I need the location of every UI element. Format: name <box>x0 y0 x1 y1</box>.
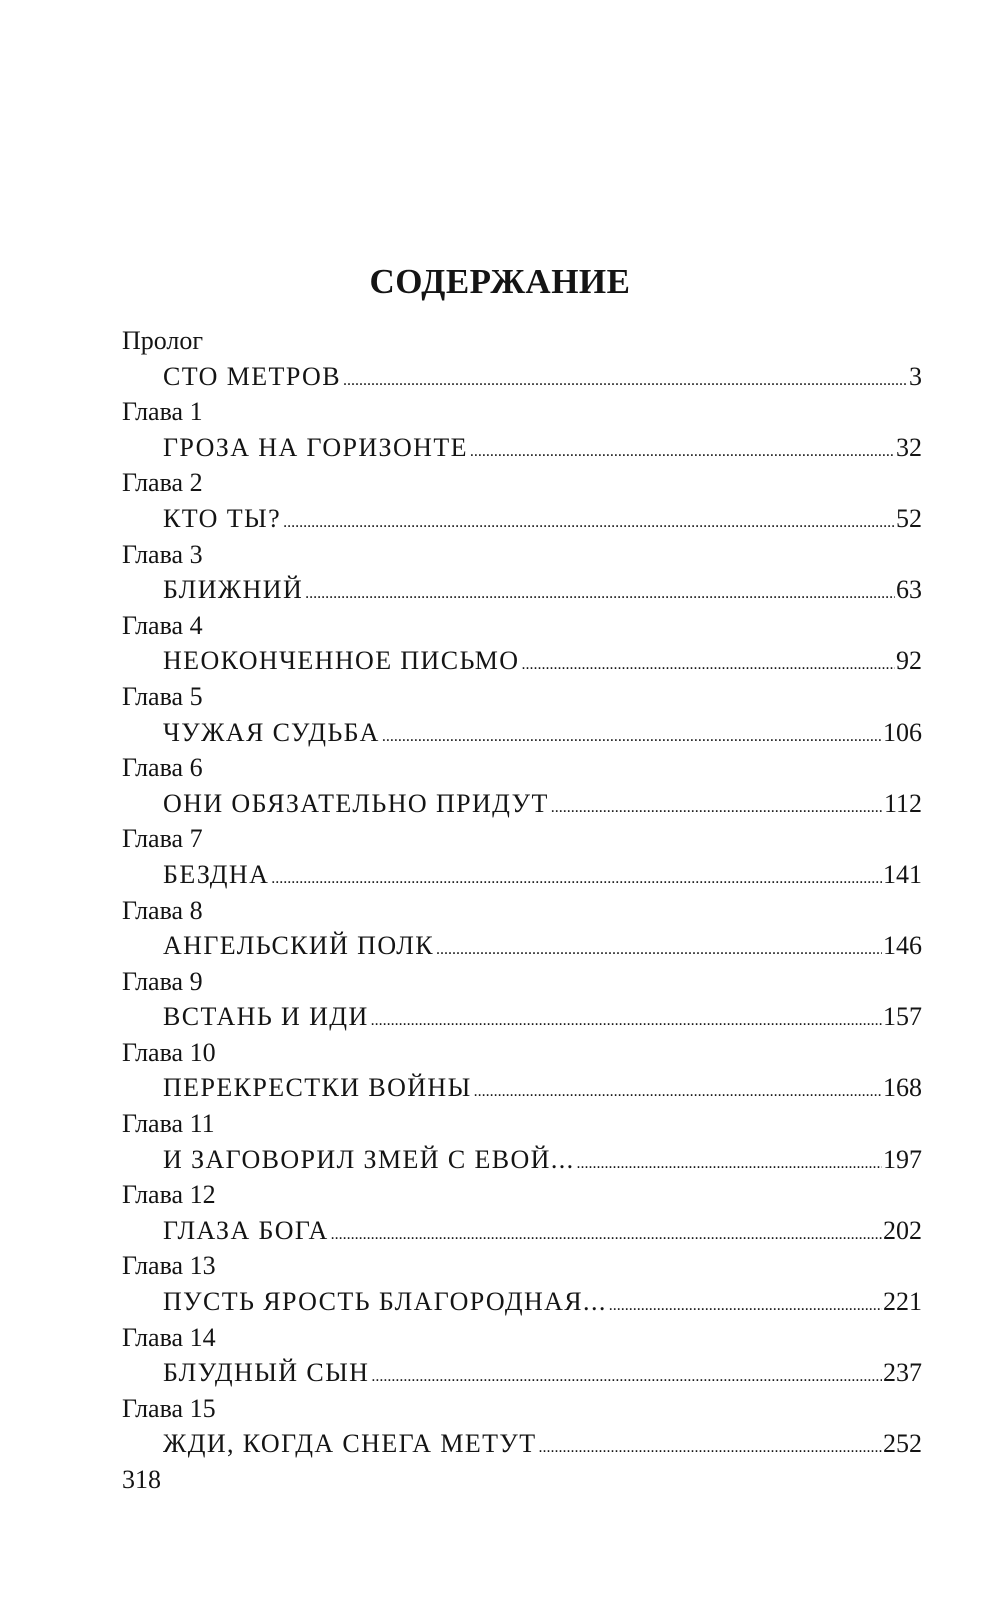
chapter-title: ЧУЖАЯ СУДЬБА <box>163 717 380 747</box>
chapter-title: БЕЗДНА <box>163 859 270 889</box>
chapter-row <box>122 499 922 535</box>
chapter-label: Пролог <box>122 326 204 355</box>
toc-entry <box>122 962 922 1033</box>
chapter-row <box>122 1353 922 1389</box>
toc-entry <box>122 392 922 463</box>
dot-leader <box>470 432 895 472</box>
page-number: 32 <box>896 432 922 462</box>
chapter-label: Глава 7 <box>122 824 203 854</box>
dot-leader <box>577 1144 882 1184</box>
chapter-title: АНГЕЛЬСКИЙ ПОЛК <box>163 931 435 961</box>
chapter-label: Глава 13 <box>122 1251 216 1281</box>
chapter-title: ПУСТЬ ЯРОСТЬ БЛАГОРОДНАЯ... <box>163 1287 607 1317</box>
chapter-row <box>122 855 922 891</box>
chapter-row <box>122 713 922 749</box>
dot-leader <box>474 1072 882 1112</box>
chapter-title: БЛИЖНИЙ <box>163 575 304 605</box>
dot-leader <box>283 503 895 543</box>
chapter-label: Глава 15 <box>122 1393 216 1423</box>
toc-entry <box>122 463 922 534</box>
chapter-title: НЕОКОНЧЕННОЕ ПИСЬМО <box>163 646 520 676</box>
chapter-label: Глава 5 <box>122 681 203 711</box>
toc-entry <box>122 1246 922 1317</box>
toc-entry <box>122 1175 922 1246</box>
dot-leader <box>271 859 882 899</box>
toc-entry <box>122 891 922 962</box>
toc-entry <box>122 677 922 748</box>
dot-leader <box>521 645 895 685</box>
chapter-label: Глава 6 <box>122 753 203 783</box>
chapter-row <box>122 1140 922 1176</box>
chapter-label: Глава 12 <box>122 1180 216 1210</box>
chapter-row <box>122 1282 922 1318</box>
chapter-row <box>122 428 922 464</box>
chapter-label: Глава 4 <box>122 610 203 640</box>
page-number: 52 <box>896 503 922 533</box>
chapter-row <box>122 570 922 606</box>
folio-page-number: 318 <box>122 1465 161 1494</box>
chapter-label: Глава 9 <box>122 966 203 996</box>
chapter-row <box>122 1424 922 1460</box>
toc-entry <box>122 1033 922 1104</box>
chapter-title: ЖДИ, КОГДА СНЕГА МЕТУТ <box>163 1429 537 1459</box>
dot-leader <box>609 1286 882 1326</box>
chapter-row <box>122 926 922 962</box>
chapter-row <box>122 997 922 1033</box>
page-number: 106 <box>883 717 922 747</box>
page-title: СОДЕРЖАНИЕ <box>369 262 631 301</box>
page-number: 197 <box>883 1144 922 1174</box>
toc-entry <box>122 1389 922 1460</box>
page-number: 3 <box>909 361 922 391</box>
page-number: 168 <box>883 1073 922 1103</box>
chapter-label: Глава 2 <box>122 468 203 498</box>
dot-leader <box>371 1357 882 1397</box>
page-number: 252 <box>883 1429 922 1459</box>
page-number: 157 <box>883 1002 922 1032</box>
table-of-contents <box>122 321 922 1460</box>
toc-entry <box>122 321 922 392</box>
chapter-row <box>122 1068 922 1104</box>
toc-entry <box>122 606 922 677</box>
dot-leader <box>539 1428 883 1468</box>
chapter-title: ГЛАЗА БОГА <box>163 1215 329 1245</box>
page-number: 92 <box>896 646 922 676</box>
chapter-label: Глава 14 <box>122 1322 216 1352</box>
toc-entry <box>122 535 922 606</box>
toc-entry <box>122 1104 922 1175</box>
chapter-label: Глава 11 <box>122 1109 215 1139</box>
page-number: 112 <box>883 788 922 818</box>
chapter-row <box>122 357 922 393</box>
chapter-title: ОНИ ОБЯЗАТЕЛЬНО ПРИДУТ <box>163 788 549 818</box>
dot-leader <box>382 717 882 757</box>
dot-leader <box>305 574 895 614</box>
page-number: 63 <box>896 575 922 605</box>
chapter-title: КТО ТЫ? <box>163 503 282 533</box>
dot-leader <box>436 930 882 970</box>
chapter-label: Глава 10 <box>122 1037 216 1067</box>
toc-entry <box>122 748 922 819</box>
chapter-label: Глава 3 <box>122 539 203 569</box>
dot-leader <box>551 788 883 828</box>
chapter-label: Глава 8 <box>122 895 203 925</box>
toc-entry <box>122 819 922 890</box>
chapter-title: БЛУДНЫЙ СЫН <box>163 1358 370 1388</box>
toc-entry <box>122 1318 922 1389</box>
chapter-title: ГРОЗА НА ГОРИЗОНТЕ <box>163 432 468 462</box>
dot-leader <box>331 1215 882 1255</box>
chapter-row <box>122 784 922 820</box>
chapter-title: И ЗАГОВОРИЛ ЗМЕЙ С ЕВОЙ... <box>163 1144 575 1174</box>
chapter-label: Глава 1 <box>122 397 203 427</box>
chapter-title: ВСТАНЬ И ИДИ <box>163 1002 369 1032</box>
chapter-title: ПЕРЕКРЕСТКИ ВОЙНЫ <box>163 1073 472 1103</box>
chapter-row <box>122 1211 922 1247</box>
page-number: 237 <box>883 1358 922 1388</box>
chapter-row <box>122 641 922 677</box>
chapter-title: СТО МЕТРОВ <box>163 361 341 391</box>
page-number: 221 <box>883 1287 922 1317</box>
dot-leader <box>371 1001 882 1041</box>
page-number: 146 <box>883 931 922 961</box>
page-number: 141 <box>883 859 922 889</box>
page-number: 202 <box>883 1215 922 1245</box>
dot-leader <box>343 361 908 401</box>
